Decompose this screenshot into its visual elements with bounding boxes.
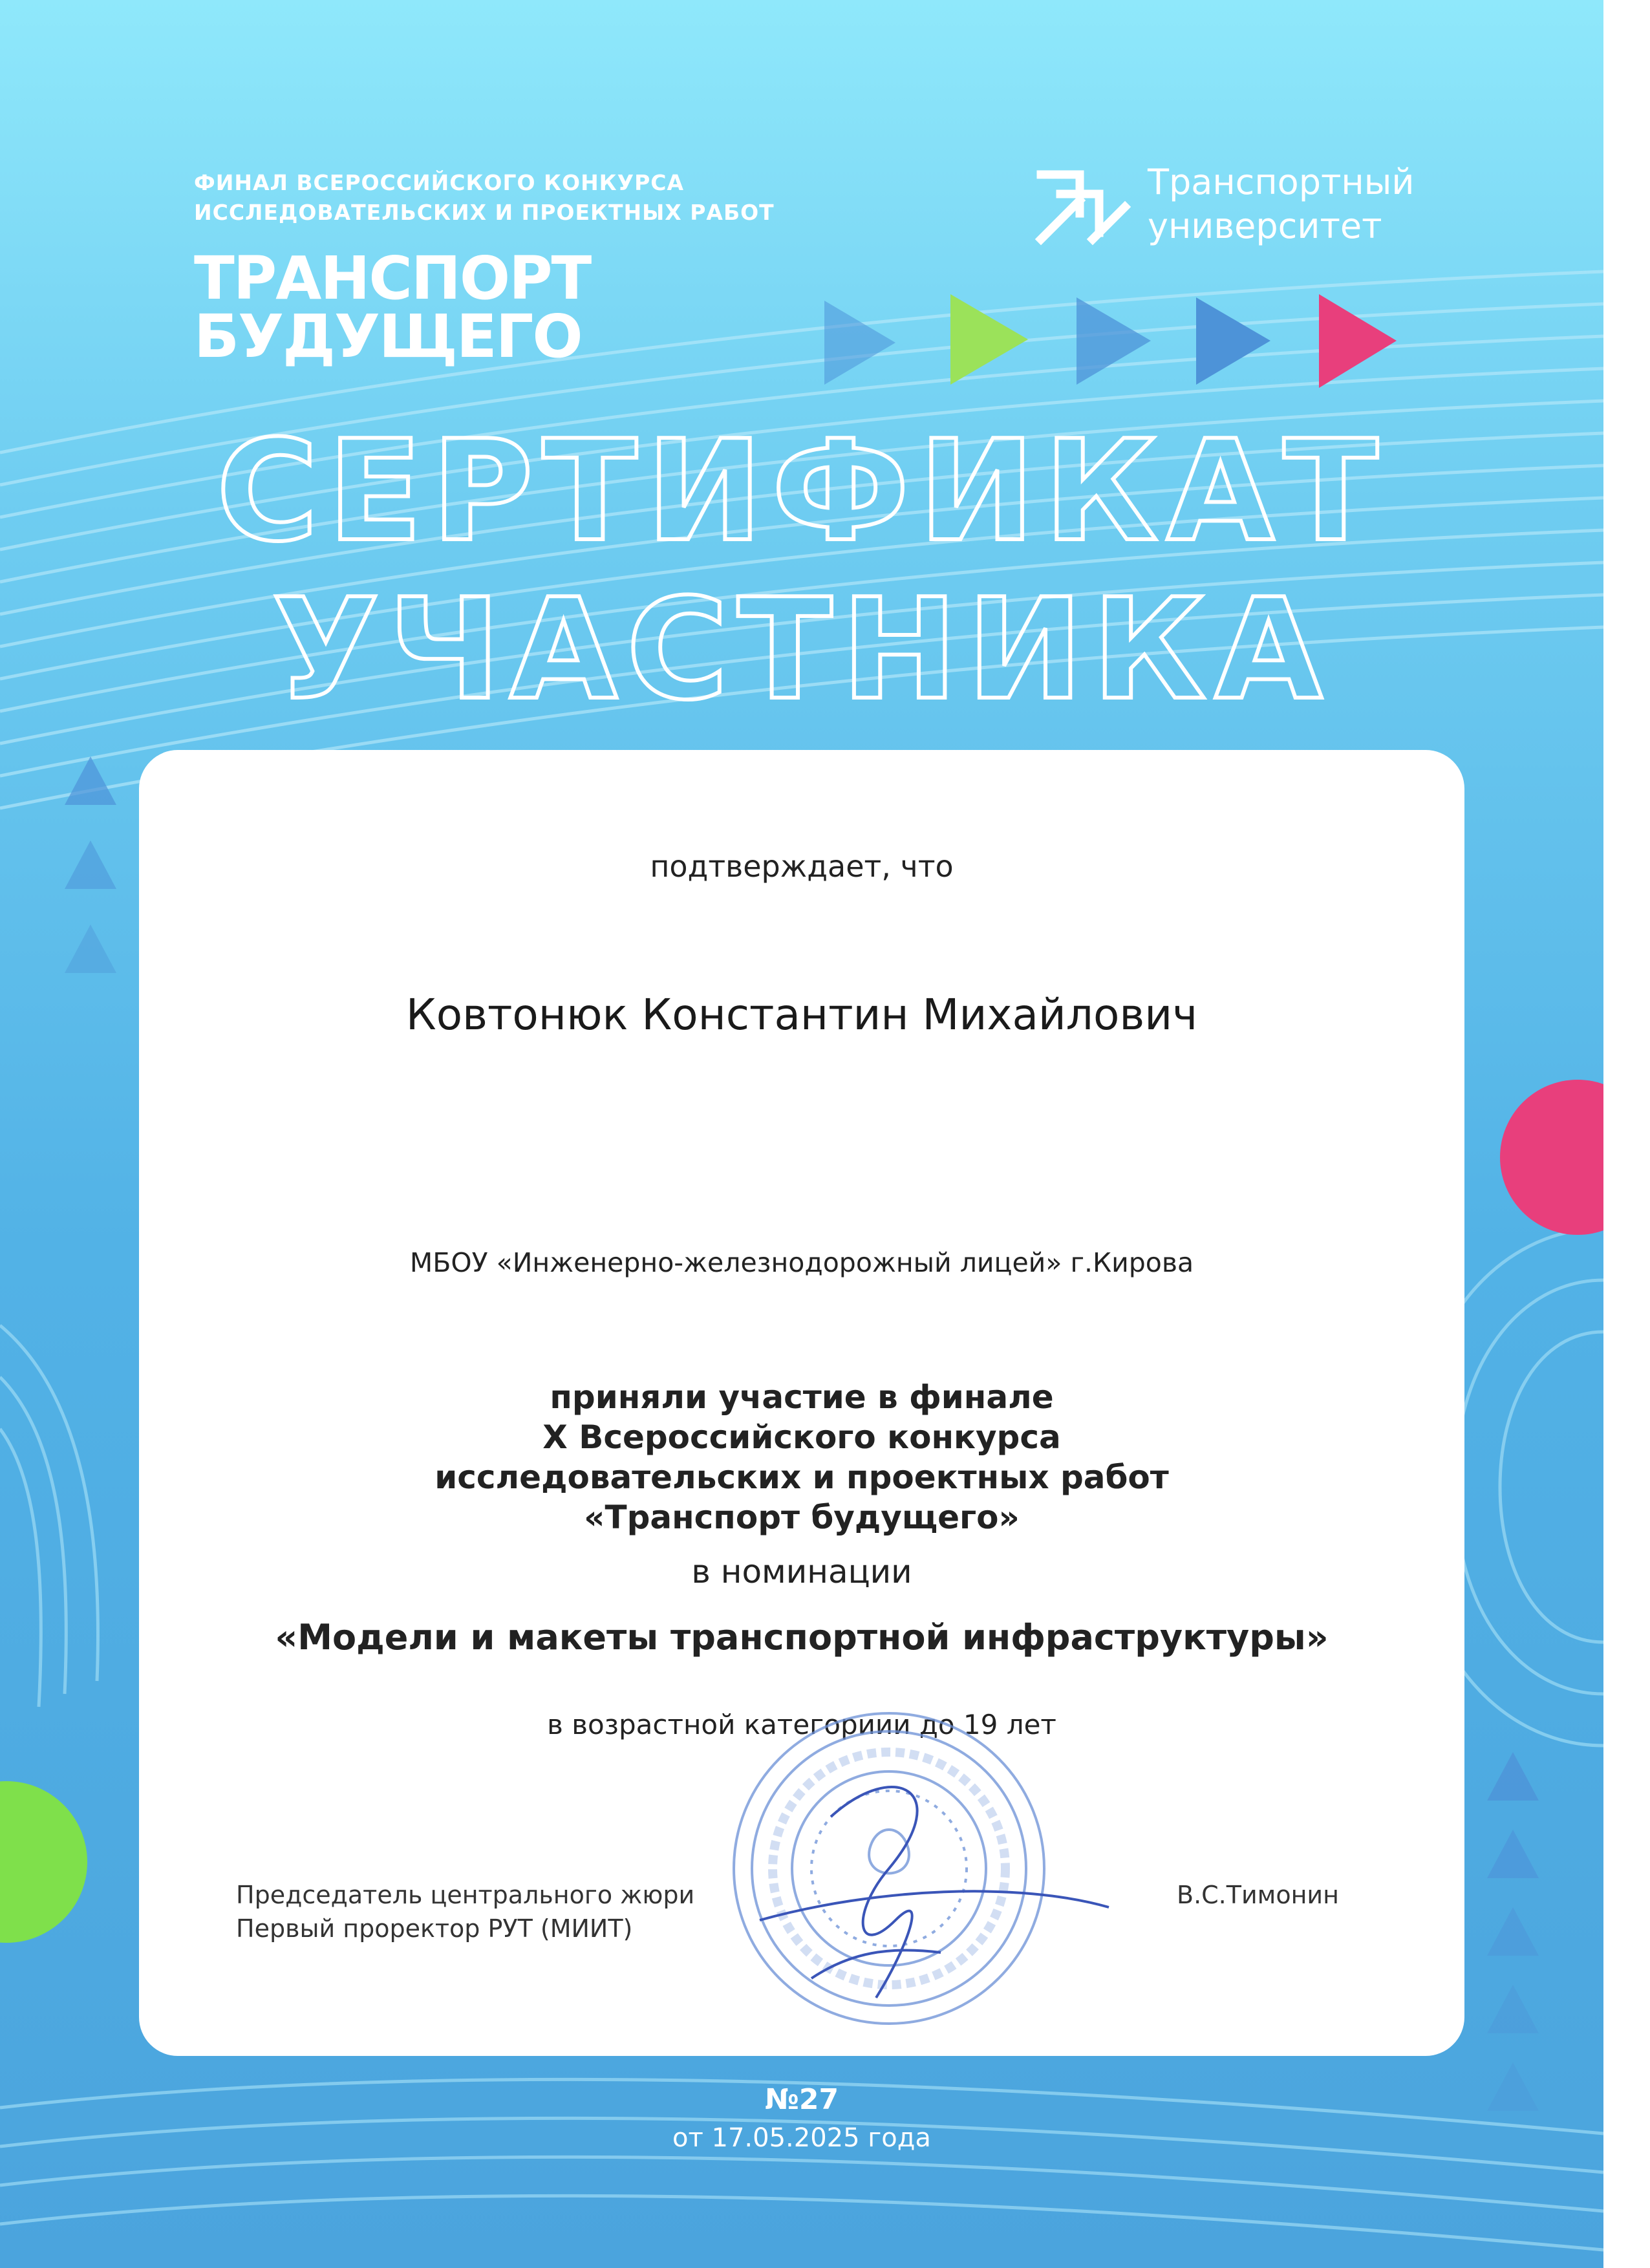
triangle-icon (65, 840, 116, 889)
triangle-icon (65, 756, 116, 805)
signer-name: В.С.Тимонин (1177, 1881, 1339, 1909)
age-category: в возрастной категориии до 19 лет (547, 1709, 1056, 1740)
arrow-icon (824, 301, 895, 385)
certificate-date: от 17.05.2025 года (672, 2123, 931, 2153)
triangle-icon (65, 925, 116, 973)
transport-university-logo-icon (1034, 162, 1131, 246)
certificate-title-line-2: УЧАСТНИКА (272, 568, 1332, 731)
green-circle-icon (0, 1781, 87, 1943)
certificate-title-line-1: СЕРТИФИКАТ (216, 410, 1388, 572)
certificate-number: №27 (764, 2083, 839, 2116)
triangle-icon (1487, 1830, 1539, 1878)
contest-subtitle-line-1: ФИНАЛ ВСЕРОССИЙСКОГО КОНКУРСА (194, 170, 685, 195)
certificate-card (139, 750, 1464, 2056)
nomination-label: в номинации (691, 1553, 912, 1590)
triangle-icon (1487, 1907, 1539, 1956)
participation-line-2: X Всероссийского конкурса (542, 1418, 1061, 1456)
nomination-title: «Модели и макеты транспортной инфраструктуры» (275, 1617, 1329, 1658)
official-stamp-with-signature (682, 1674, 1122, 2037)
confirms-text: подтверждает, что (650, 849, 954, 884)
participation-line-4: «Транспорт будущего» (584, 1499, 1020, 1536)
university-name-line-2: университет (1148, 206, 1382, 246)
contest-title-line-2: БУДУЩЕГО (194, 302, 582, 371)
triangle-icon (1487, 1985, 1539, 2033)
contest-subtitle-line-2: ИССЛЕДОВАТЕЛЬСКИХ И ПРОЕКТНЫХ РАБОТ (194, 200, 775, 225)
pink-circle-icon (1500, 1080, 1603, 1235)
participation-line-3: исследовательских и проектных работ (434, 1459, 1169, 1496)
arrow-icon (1077, 297, 1151, 385)
participation-line-1: приняли участие в финале (550, 1378, 1054, 1416)
arrow-icon (1196, 297, 1270, 385)
participant-name: Ковтонюк Константин Михайлович (405, 990, 1198, 1040)
triangle-icon (1487, 1752, 1539, 1801)
school-name: МБОУ «Инженерно-железнодорожный лицей» г.Кирова (409, 1247, 1194, 1278)
arrow-icon (1319, 294, 1397, 388)
signer-position-line-1: Председатель центрального жюри (236, 1881, 695, 1909)
university-name-line-1: Транспортный (1148, 162, 1415, 202)
contest-title-line-1: ТРАНСПОРТ (194, 244, 591, 313)
signer-position-line-2: Первый проректор РУТ (МИИТ) (236, 1914, 633, 1943)
